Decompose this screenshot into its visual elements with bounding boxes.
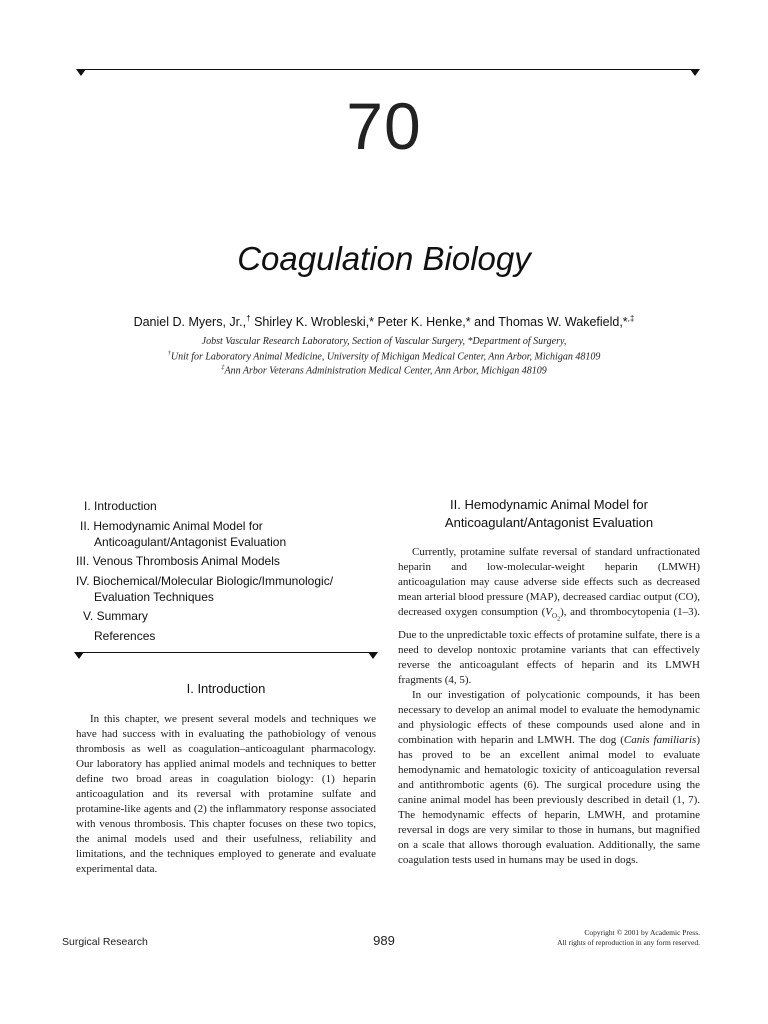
paragraph: In our investigation of polycationic compounds, it has been necessary to develop an animal model to evaluate the hemodynamic and physiologic effects of these compounds used alone and in combination with heparin and LMWH. The dog (Canis familiaris) has proved to be an excellent animal model to evaluate hemodynamic and hematologic toxicity of anticoagulation reversal and antithrombotic agents (6). The surgical procedure using the canine animal model has been previously described in detail (1, 7). The hemodynamic effects of heparin, LMWH, and protamine reversal in dogs are very similar to those in humans, but magnified on a scale that allows thorough evaluation. Additionally, the same coagulation tests used in humans may be used in dogs. (398, 688, 700, 866)
page-number: 989 (373, 933, 395, 948)
outline-item[interactable]: III. Venous Thrombosis Animal Models (76, 554, 280, 568)
triangle-marker-icon (368, 652, 378, 659)
chapter-title: Coagulation Biology (237, 240, 531, 277)
outline-item[interactable]: V. Summary (83, 609, 148, 623)
triangle-marker-icon (76, 69, 86, 76)
author-line: Daniel D. Myers, Jr.,† Shirley K. Wrobleski,* Peter K. Henke,* and Thomas W. Wakefield,*,‡ (133, 314, 635, 330)
author-name: and Thomas W. Wakefield,* (474, 315, 628, 330)
author-name: Shirley K. Wrobleski,* (254, 315, 375, 330)
paragraph: In this chapter, we present several models and techniques we have had success with in evaluating the pathobiology of venous thrombosis as well as coagulation–anticoagulant pharmacology. Our laboratory has applied animal models and techniques to better define two broad areas in coagulation biology: (1) heparin anticoagulation and its reversal with protamine sulfate and protamine-like agents and (2) the inflammatory response associated with venous thrombosis. This chapter focuses on these two topics, the animal models used and their usefulness, reliability and limitations, and the techniques employed to generate and evaluate experimental data. (76, 713, 376, 875)
section-heading: I. Introduction (186, 681, 266, 696)
chapter-outline (76, 498, 376, 647)
affiliation-line: ‡Ann Arbor Veterans Administration Medical Center, Ann Arbor, Michigan 48109 (221, 364, 547, 377)
author-name: Peter K. Henke,* (377, 315, 471, 330)
top-rule (80, 69, 696, 70)
triangle-marker-icon (74, 652, 84, 659)
outline-item[interactable]: II. Hemodynamic Animal Model for Anticoagulant/Antagonist Evaluation (80, 518, 287, 549)
affiliation-line: †Unit for Laboratory Animal Medicine, University of Michigan Medical Center, Ann Arbor, Michigan 48109 (167, 350, 601, 363)
paragraph: Currently, protamine sulfate reversal of standard unfractionated heparin and low-molecular-weight heparin (LMWH) anticoagulation may cause adverse side effects such as decreased mean arterial blood pressure (MAP), decreased cardiac output (CO), decreased oxygen consumption $(V_{O_2})$, and thrombocytopenia (1–3). Due to the unpredictable toxic effects of protamine sulfate, there is a need to develop nontoxic protamine variants that can effectively reverse the anticoagulant effects of heparin and its LMWH fragments (4, 5). (398, 546, 701, 686)
outline-item[interactable]: IV. Biochemical/Molecular Biologic/Immunologic/ Evaluation Techniques (76, 573, 334, 604)
chapter-number: 70 (346, 89, 422, 163)
author-name: Daniel D. Myers, Jr., (133, 315, 247, 330)
outline-item[interactable]: I. Introduction (84, 499, 157, 513)
book-title: Surgical Research (62, 936, 148, 948)
section-body (398, 545, 700, 868)
affiliation-line: Jobst Vascular Research Laboratory, Section of Vascular Surgery, *Department of Surgery, (201, 336, 567, 347)
outline-rule (78, 652, 376, 653)
section-body (76, 712, 376, 877)
triangle-marker-icon (690, 69, 700, 76)
section-heading: II. Hemodynamic Animal Model for Anticoagulant/Antagonist Evaluation (444, 497, 654, 530)
outline-item[interactable]: References (94, 628, 156, 643)
copyright-notice: Copyright © 2001 by Academic Press. All rights of reproduction in any form reserved. (557, 928, 700, 947)
